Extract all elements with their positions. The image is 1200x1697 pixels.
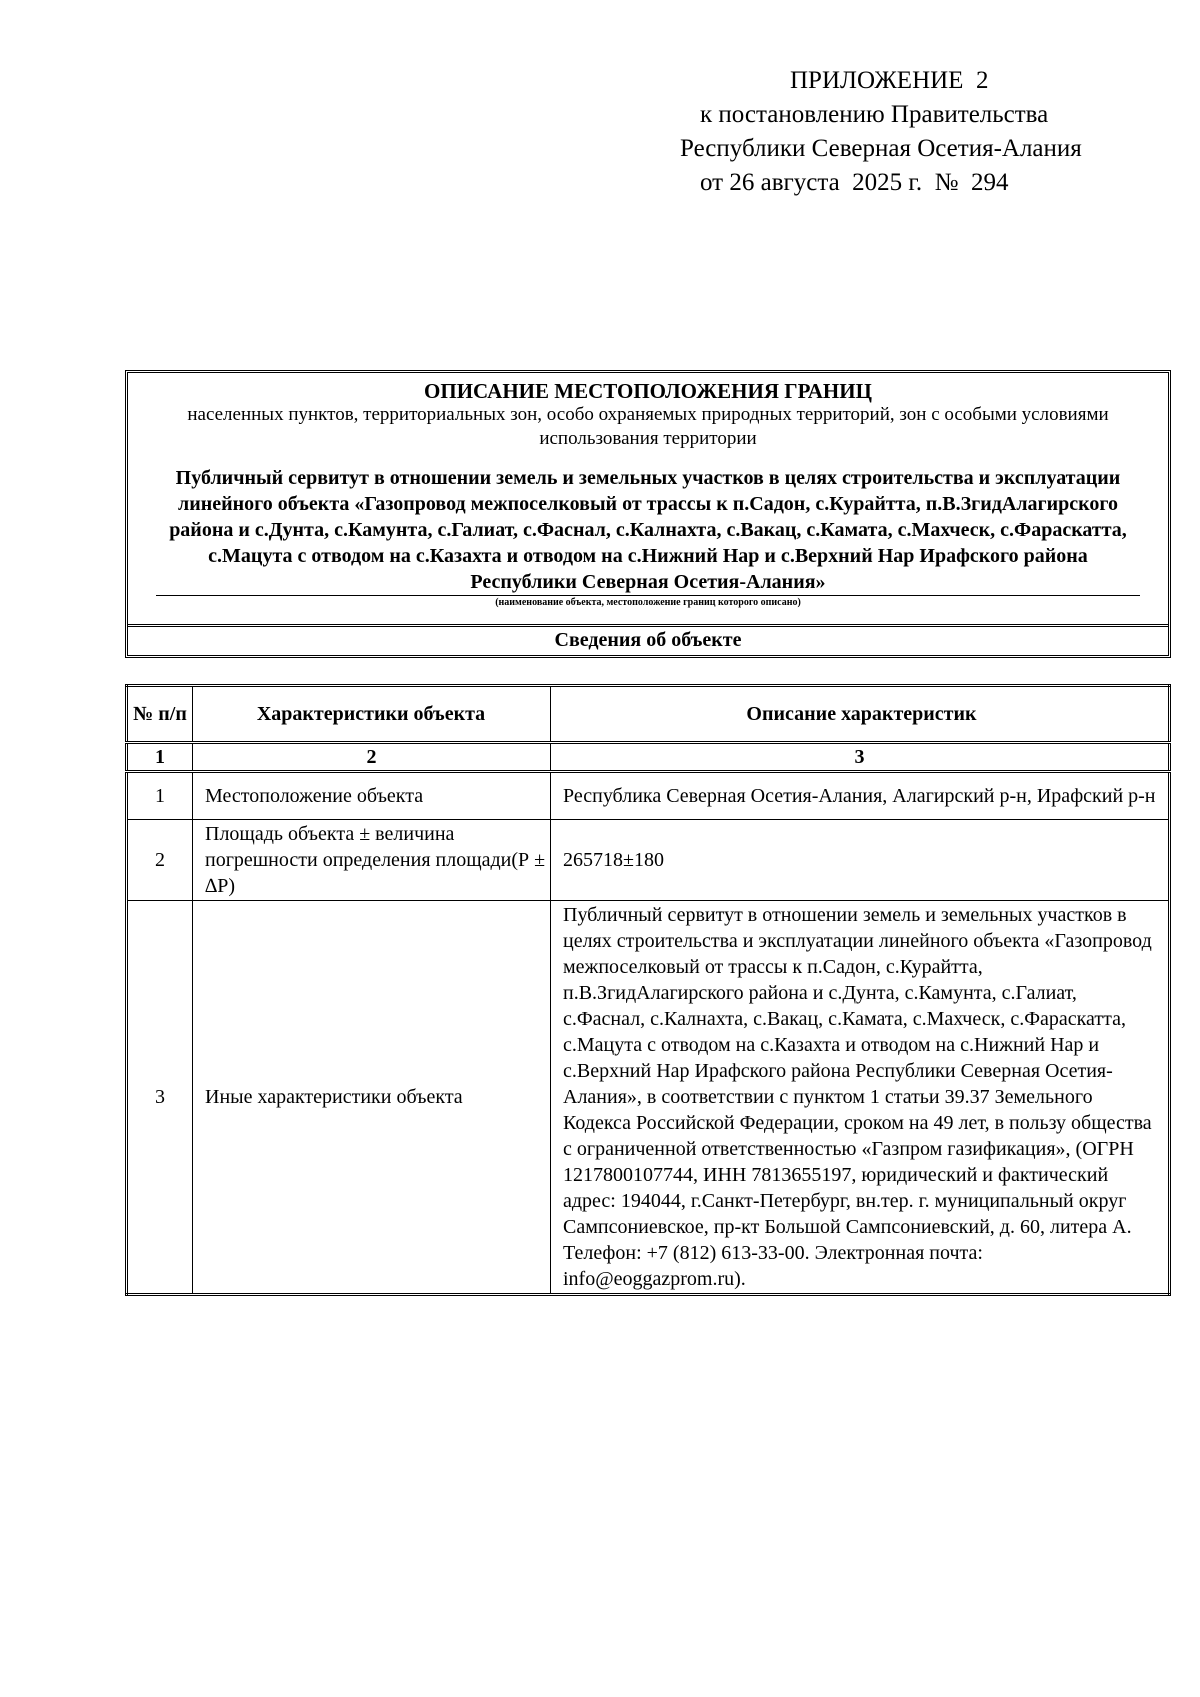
header-number: № п/п [127,686,193,743]
row-description: 265718±180 [551,820,1170,901]
column-number-row [127,743,1170,772]
row-description: Публичный сервитут в отношении земель и земельных участков в целях строительства и эксплуатации линейного объекта «Газопровод межпоселковый от трассы к п.Садон, с.Курайтта, п.В.ЗгидАлагирского района и с.Дунта, с.Камунта, с.Галиат, с.Фаснал, с.Калнахта, с.Вакац, с.Камата, с.Махческ, с.Фараскатта, с.Мацута с отводом на с.Казахта и отводом на с.Нижний Нар и с.Верхний Нар Ирафского района Республики Северная Осетия-Алания», в соответствии с пунктом 1 статьи 39.37 Земельного Кодекса Российской Федерации, сроком на 49 лет, в пользу общества с ограниченной ответственностью «Газпром газификация», (ОГРН 1217800107744, ИНН 7813655197, юридический и фактический адрес: 194044, г.Санкт-Петербург, вн.тер. г. муниципальный округ Сампсониевское, пр-кт Большой Сампсониевский, д. 60, литера А. Телефон: +7 (812) 613-33-00. Электронная почта: info@eoggazprom.ru). [551,901,1170,1295]
header-description: Описание характеристик [551,686,1170,743]
row-number: 1 [127,772,193,820]
appendix-date-number: от 26 августа 2025 г. № 294 [700,169,1009,196]
column-number: 1 [127,743,193,772]
object-name: Публичный сервитут в отношении земель и земельных участков в целях строительства и эксплуатации линейного объекта «Газопровод межпоселковый от трассы к п.Садон, с.Курайтта, п.В.ЗгидАлагирского района и с.Дунта, с.Камунта, с.Галиат, с.Фаснал, с.Калнахта, с.Вакац, с.Камата, с.Махческ, с.Фараскатта, с.Мацута с отводом на с.Казахта и отводом на с.Нижний Нар и с.Верхний Нар Ирафского района Республики Северная Осетия-Алания» [169,467,1127,593]
row-characteristic: Иные характеристики объекта [193,901,551,1295]
table-header-row [127,686,1170,743]
row-number: 2 [127,820,193,901]
boundary-description-frame [125,370,1171,658]
row-description: Республика Северная Осетия-Алания, Алагирский р-н, Ирафский р-н [551,772,1170,820]
row-characteristic: Местоположение объекта [193,772,551,820]
row-number: 3 [127,901,193,1295]
column-number: 2 [193,743,551,772]
column-number: 3 [551,743,1170,772]
appendix-block [640,64,1160,200]
table-row [127,820,1170,901]
document-title: ОПИСАНИЕ МЕСТОПОЛОЖЕНИЯ ГРАНИЦ [424,379,872,403]
header-characteristic: Характеристики объекта [193,686,551,743]
object-name-caption: (наименование объекта, местоположение границ которого описано) [495,597,801,608]
appendix-resolution: к постановлению Правительства [700,101,1049,128]
appendix-title: ПРИЛОЖЕНИЕ 2 [790,67,989,94]
table-row [127,901,1170,1295]
document-header [128,373,1168,624]
object-info-table [125,684,1171,1296]
appendix-republic: Республики Северная Осетия-Алания [680,135,1082,162]
document-subtitle: населенных пунктов, территориальных зон, особо охраняемых природных территорий, зон с особыми условиями использования территории [187,404,1109,449]
table-row [127,772,1170,820]
section-title: Сведения об объекте [128,624,1168,655]
row-characteristic: Площадь объекта ± величина погрешности определения площади(Р ± ∆Р) [193,820,551,901]
